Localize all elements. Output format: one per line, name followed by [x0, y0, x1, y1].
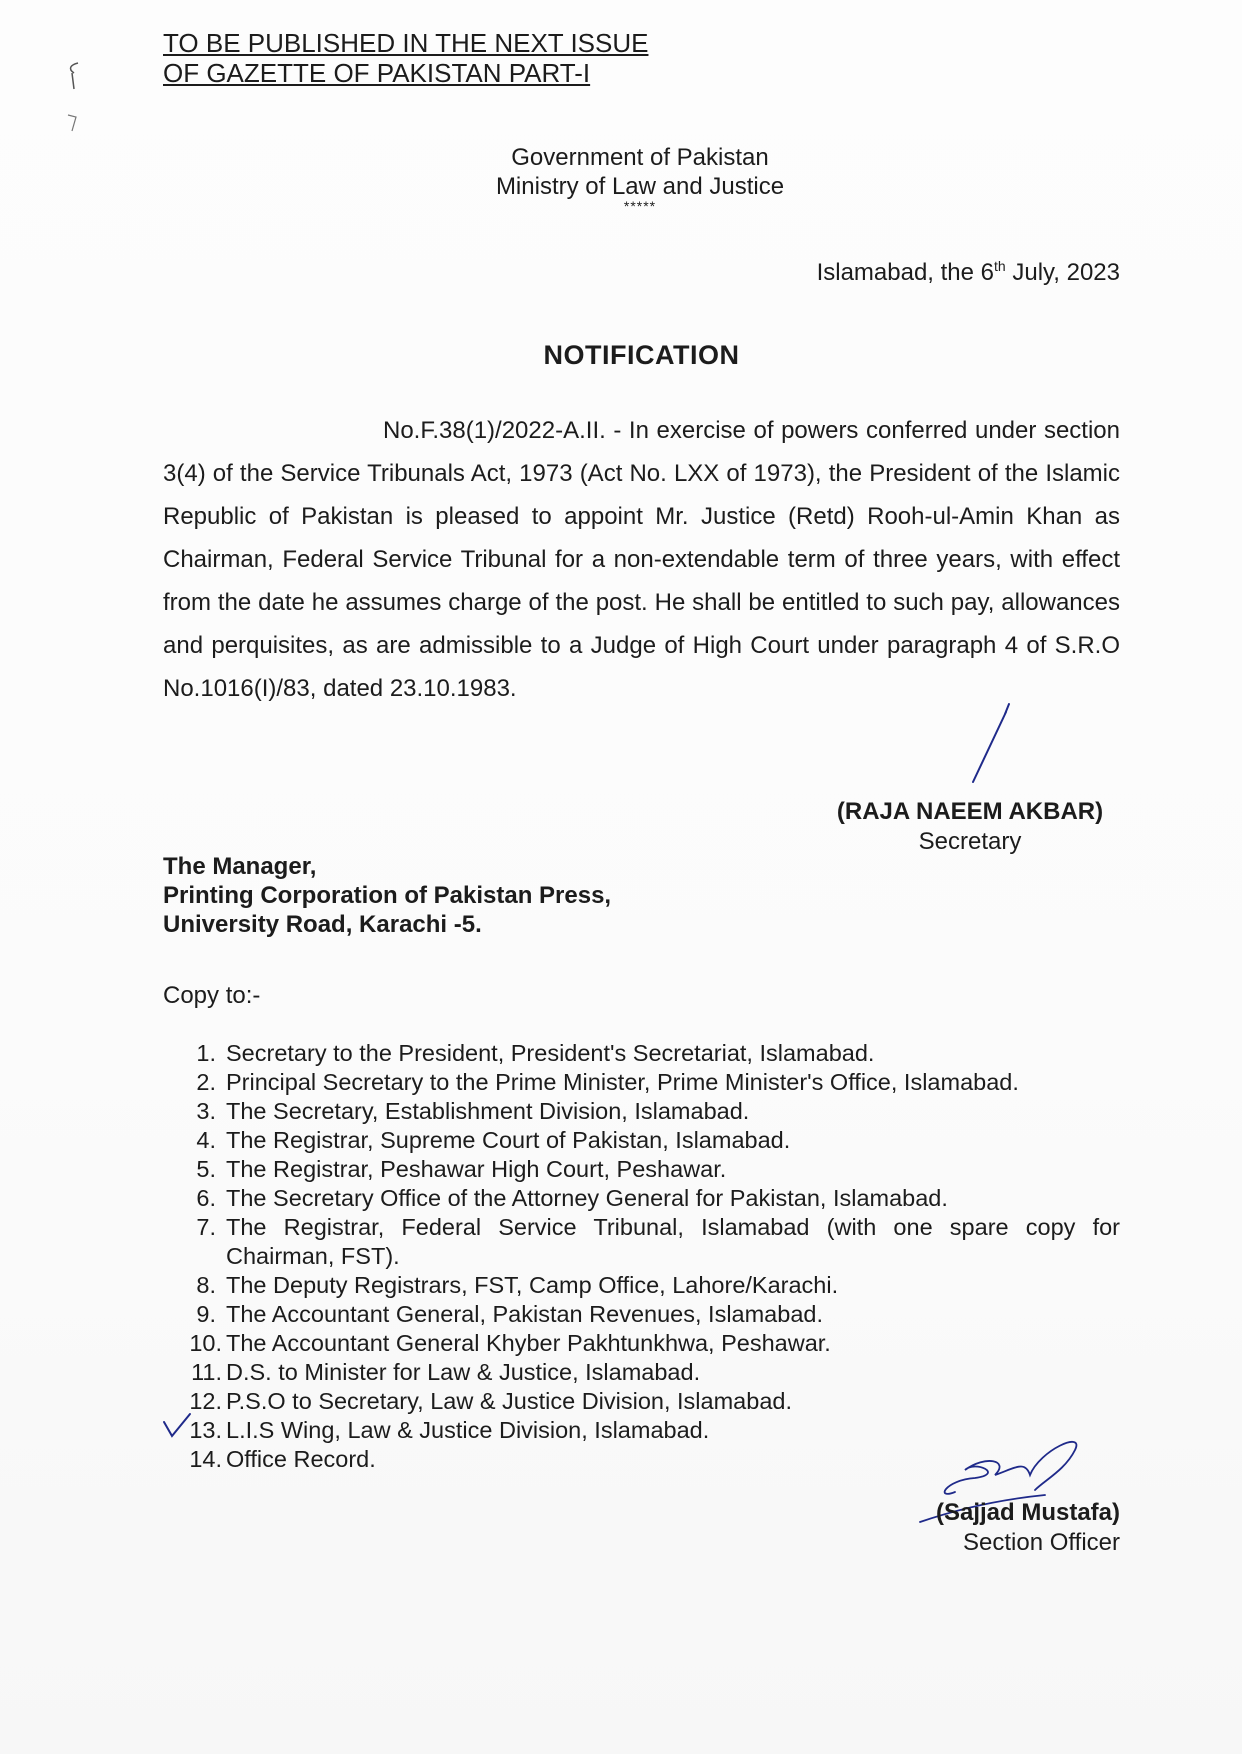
section-officer-designation: Section Officer: [963, 1529, 1120, 1556]
secretary-name: (RAJA NAEEM AKBAR): [836, 798, 1104, 825]
addressee-block: [163, 852, 611, 939]
list-item: 5. The Registrar, Peshawar High Court, Peshawar.: [196, 1156, 727, 1182]
addressee-line-3: University Road, Karachi -5.: [163, 911, 482, 938]
secretary-signature: [965, 700, 1015, 785]
date-ordinal: th: [994, 258, 1006, 274]
list-item: 9. The Accountant General, Pakistan Revenues, Islamabad.: [196, 1301, 823, 1327]
secretary-designation: Secretary: [918, 828, 1022, 855]
list-item: 4. The Registrar, Supreme Court of Pakistan, Islamabad.: [196, 1127, 791, 1153]
list-item: 1. Secretary to the President, President's Secretariat, Islamabad.: [196, 1040, 875, 1066]
section-officer-block: [936, 1498, 1120, 1558]
date-rest: July, 2023: [1005, 259, 1120, 286]
copy-to-label: Copy to:-: [163, 982, 261, 1009]
government-name: Government of Pakistan: [511, 144, 769, 171]
copy-to-list: [186, 1039, 1120, 1474]
list-item: 3. The Secretary, Establishment Division, Islamabad.: [196, 1098, 750, 1124]
government-heading: [440, 143, 840, 214]
notification-body: No.F.38(1)/2022-A.II. - In exercise of powers conferred under section 3(4) of the Service Tribunals Act, 1973 (Act No. LXX of 1973), the President of the Islamic Republic of Pakistan is pleased to appoint Mr. Justice (Retd) Rooh-ul-Amin Khan as Chairman, Federal Service Tribunal for a non-extendable term of three years, with effect from the date he assumes charge of the post. He shall be entitled to such pay, allowances and perquisites, as are admissible to a Judge of High Court under paragraph 4 of S.R.O No.1016(I)/83, dated 23.10.1983.: [163, 417, 1120, 702]
list-item: 11. D.S. to Minister for Law & Justice, Islamabad.: [191, 1359, 701, 1385]
issue-date: [817, 258, 1120, 287]
list-item: 13. L.I.S Wing, Law & Justice Division, Islamabad.: [189, 1417, 710, 1443]
list-item: 6. The Secretary Office of the Attorney General for Pakistan, Islamabad.: [196, 1185, 948, 1211]
gazette-line-2: OF GAZETTE OF PAKISTAN PART-I: [163, 58, 591, 88]
notification-title: NOTIFICATION: [543, 340, 740, 370]
list-item: 2. Principal Secretary to the Prime Minister, Prime Minister's Office, Islamabad.: [196, 1069, 1019, 1095]
gazette-header: [163, 28, 648, 88]
addressee-line-1: The Manager,: [163, 853, 317, 880]
heading-separator: *****: [623, 198, 657, 214]
ministry-name: Ministry of Law and Justice: [495, 173, 785, 200]
check-mark-icon: [160, 1410, 205, 1440]
margin-pencil-mark: [60, 55, 90, 145]
addressee-line-2: Printing Corporation of Pakistan Press,: [163, 882, 612, 909]
list-item: 7. The Registrar, Federal Service Tribunal, Islamabad (with one spare copy for Chairman, FST).: [196, 1214, 1120, 1269]
gazette-line-1: TO BE PUBLISHED IN THE NEXT ISSUE: [163, 28, 649, 58]
secretary-signature-block: [820, 797, 1120, 857]
section-officer-name: (Sajjad Mustafa): [935, 1499, 1120, 1526]
date-prefix: Islamabad, the 6: [816, 259, 995, 286]
list-item: 8. The Deputy Registrars, FST, Camp Office, Lahore/Karachi.: [196, 1272, 839, 1298]
list-item: 14. Office Record.: [189, 1446, 376, 1472]
list-item: 12. P.S.O to Secretary, Law & Justice Division, Islamabad.: [189, 1388, 792, 1414]
list-item: 10. The Accountant General Khyber Pakhtunkhwa, Peshawar.: [189, 1330, 831, 1356]
